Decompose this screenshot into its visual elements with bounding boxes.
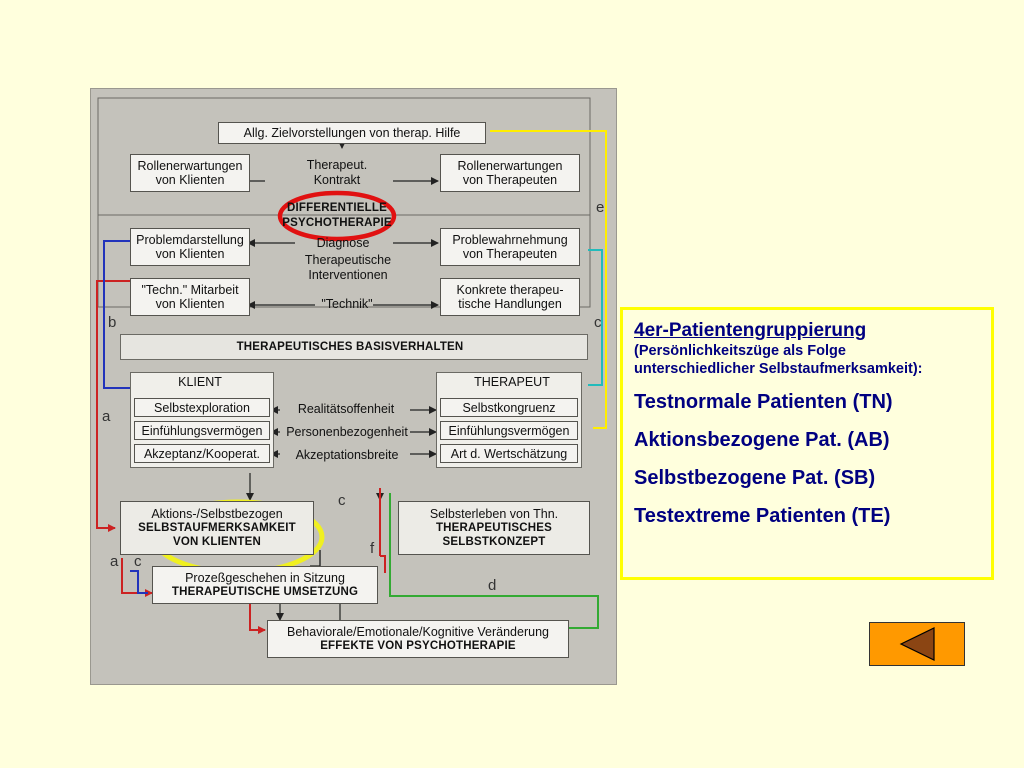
info-item-tn: Testnormale Patienten (TN) xyxy=(634,391,893,413)
problem-client-box xyxy=(130,228,250,266)
techn-client-line2: von Klienten xyxy=(155,297,225,311)
info-item-te: Testextreme Patienten (TE) xyxy=(634,505,891,527)
problem-therapist-line1: Problewahrnehmung xyxy=(452,233,568,247)
process-line2: THERAPEUTISCHE UMSETZUNG xyxy=(171,586,359,598)
self-awareness-line3: VON KLIENTEN xyxy=(172,536,261,548)
path-label-a2: a xyxy=(110,553,119,570)
diff-title-line1: DIFFERENTIELLE xyxy=(287,202,387,214)
role-expectations-therapist-box xyxy=(440,154,580,192)
interventions-label xyxy=(286,253,410,283)
contract-line1: Therapeut. xyxy=(306,158,368,172)
client-item-3-label: Akzeptanz/Kooperat. xyxy=(143,446,261,461)
middle-item-1: Realitätsoffenheit xyxy=(297,402,395,416)
differential-psychotherapy-title xyxy=(280,201,394,231)
client-column-title: KLIENT xyxy=(178,375,222,389)
path-label-c3: c xyxy=(594,314,602,331)
path-label-d: d xyxy=(488,577,497,594)
client-item-2-label: Einfühlungsvermögen xyxy=(141,423,263,438)
diagram xyxy=(90,88,617,685)
effects-line2: EFFEKTE VON PSYCHOTHERAPIE xyxy=(320,640,516,652)
diagnose-text: Diagnose xyxy=(316,236,370,250)
interventions-line1: Therapeutische xyxy=(304,253,392,267)
techn-client-box xyxy=(130,278,250,316)
problem-therapist-box xyxy=(440,228,580,266)
contract-line2: Kontrakt xyxy=(313,173,361,187)
client-item-3 xyxy=(134,444,270,463)
role-expectations-client-box xyxy=(130,154,250,192)
concrete-line1: Konkrete therapeu- xyxy=(456,283,564,297)
path-label-b: b xyxy=(108,314,117,331)
techn-client-line1: "Techn." Mitarbeit xyxy=(141,283,239,297)
goals-box xyxy=(218,122,486,144)
self-concept-line1: Selbsterleben von Thn. xyxy=(429,507,559,521)
self-awareness-box xyxy=(120,501,314,555)
info-panel xyxy=(620,307,994,580)
therapist-item-3 xyxy=(440,444,578,463)
therapist-item-1-label: Selbstkongruenz xyxy=(462,400,556,415)
effects-box xyxy=(267,620,569,658)
effects-line1: Behaviorale/Emotionale/Kognitive Veränderung xyxy=(287,625,549,639)
interventions-line2: Interventionen xyxy=(308,268,388,282)
path-label-c: c xyxy=(338,492,346,509)
info-item-sb: Selbstbezogene Pat. (SB) xyxy=(634,467,876,489)
diagnose-label xyxy=(288,236,398,251)
self-concept-box xyxy=(398,501,590,555)
self-awareness-line2: SELBSTAUFMERKSAMKEIT xyxy=(138,522,296,534)
technik-text: "Technik" xyxy=(321,297,373,311)
concrete-line2: tische Handlungen xyxy=(458,297,562,311)
self-concept-line2: THERAPEUTISCHES xyxy=(435,522,553,534)
info-subheading-2: unterschiedlicher Selbstaufmerksamkeit): xyxy=(634,361,923,377)
therapist-item-3-label: Art d. Wertschätzung xyxy=(450,446,568,461)
middle-item-3: Akzeptationsbreite xyxy=(295,448,399,462)
basis-behaviour-title: THERAPEUTISCHES BASISVERHALTEN xyxy=(236,341,464,353)
client-item-1 xyxy=(134,398,270,417)
path-label-a: a xyxy=(102,408,111,425)
process-line1: Prozeßgeschehen in Sitzung xyxy=(185,571,345,585)
therapist-column-title: THERAPEUT xyxy=(474,375,550,389)
path-label-c2: c xyxy=(134,553,142,570)
diff-title-line2: PSYCHOTHERAPIE xyxy=(282,217,392,229)
role-client-line1: Rollenerwartungen xyxy=(137,159,243,173)
basis-behaviour-band xyxy=(120,334,588,360)
contract-label xyxy=(278,158,396,188)
info-heading: 4er-Patientengruppierung xyxy=(634,320,867,341)
info-subheading-1: (Persönlichkeitszüge als Folge xyxy=(634,343,846,359)
role-client-line2: von Klienten xyxy=(155,173,225,187)
therapist-item-2 xyxy=(440,421,578,440)
technik-label xyxy=(312,297,382,312)
role-therapist-line1: Rollenerwartungen xyxy=(457,159,563,173)
client-item-2 xyxy=(134,421,270,440)
left-triangle-icon xyxy=(870,623,964,665)
self-awareness-line1: Aktions-/Selbstbezogen xyxy=(151,507,283,521)
therapist-item-1 xyxy=(440,398,578,417)
problem-client-line1: Problemdarstellung xyxy=(136,233,244,247)
role-therapist-line2: von Therapeuten xyxy=(462,173,558,187)
problem-client-line2: von Klienten xyxy=(155,247,225,261)
therapist-item-2-label: Einfühlungsvermögen xyxy=(448,423,570,438)
self-concept-line3: SELBSTKONZEPT xyxy=(442,536,546,548)
goals-label: Allg. Zielvorstellungen von therap. Hilfe xyxy=(243,126,461,140)
problem-therapist-line2: von Therapeuten xyxy=(462,247,558,261)
back-button[interactable] xyxy=(869,622,965,666)
process-box xyxy=(152,566,378,604)
path-label-f: f xyxy=(370,540,375,557)
client-item-1-label: Selbstexploration xyxy=(154,400,250,415)
info-item-ab: Aktionsbezogene Pat. (AB) xyxy=(634,429,890,451)
concrete-actions-box xyxy=(440,278,580,316)
middle-item-2: Personenbezogenheit xyxy=(286,425,408,439)
path-label-e: e xyxy=(596,199,605,216)
